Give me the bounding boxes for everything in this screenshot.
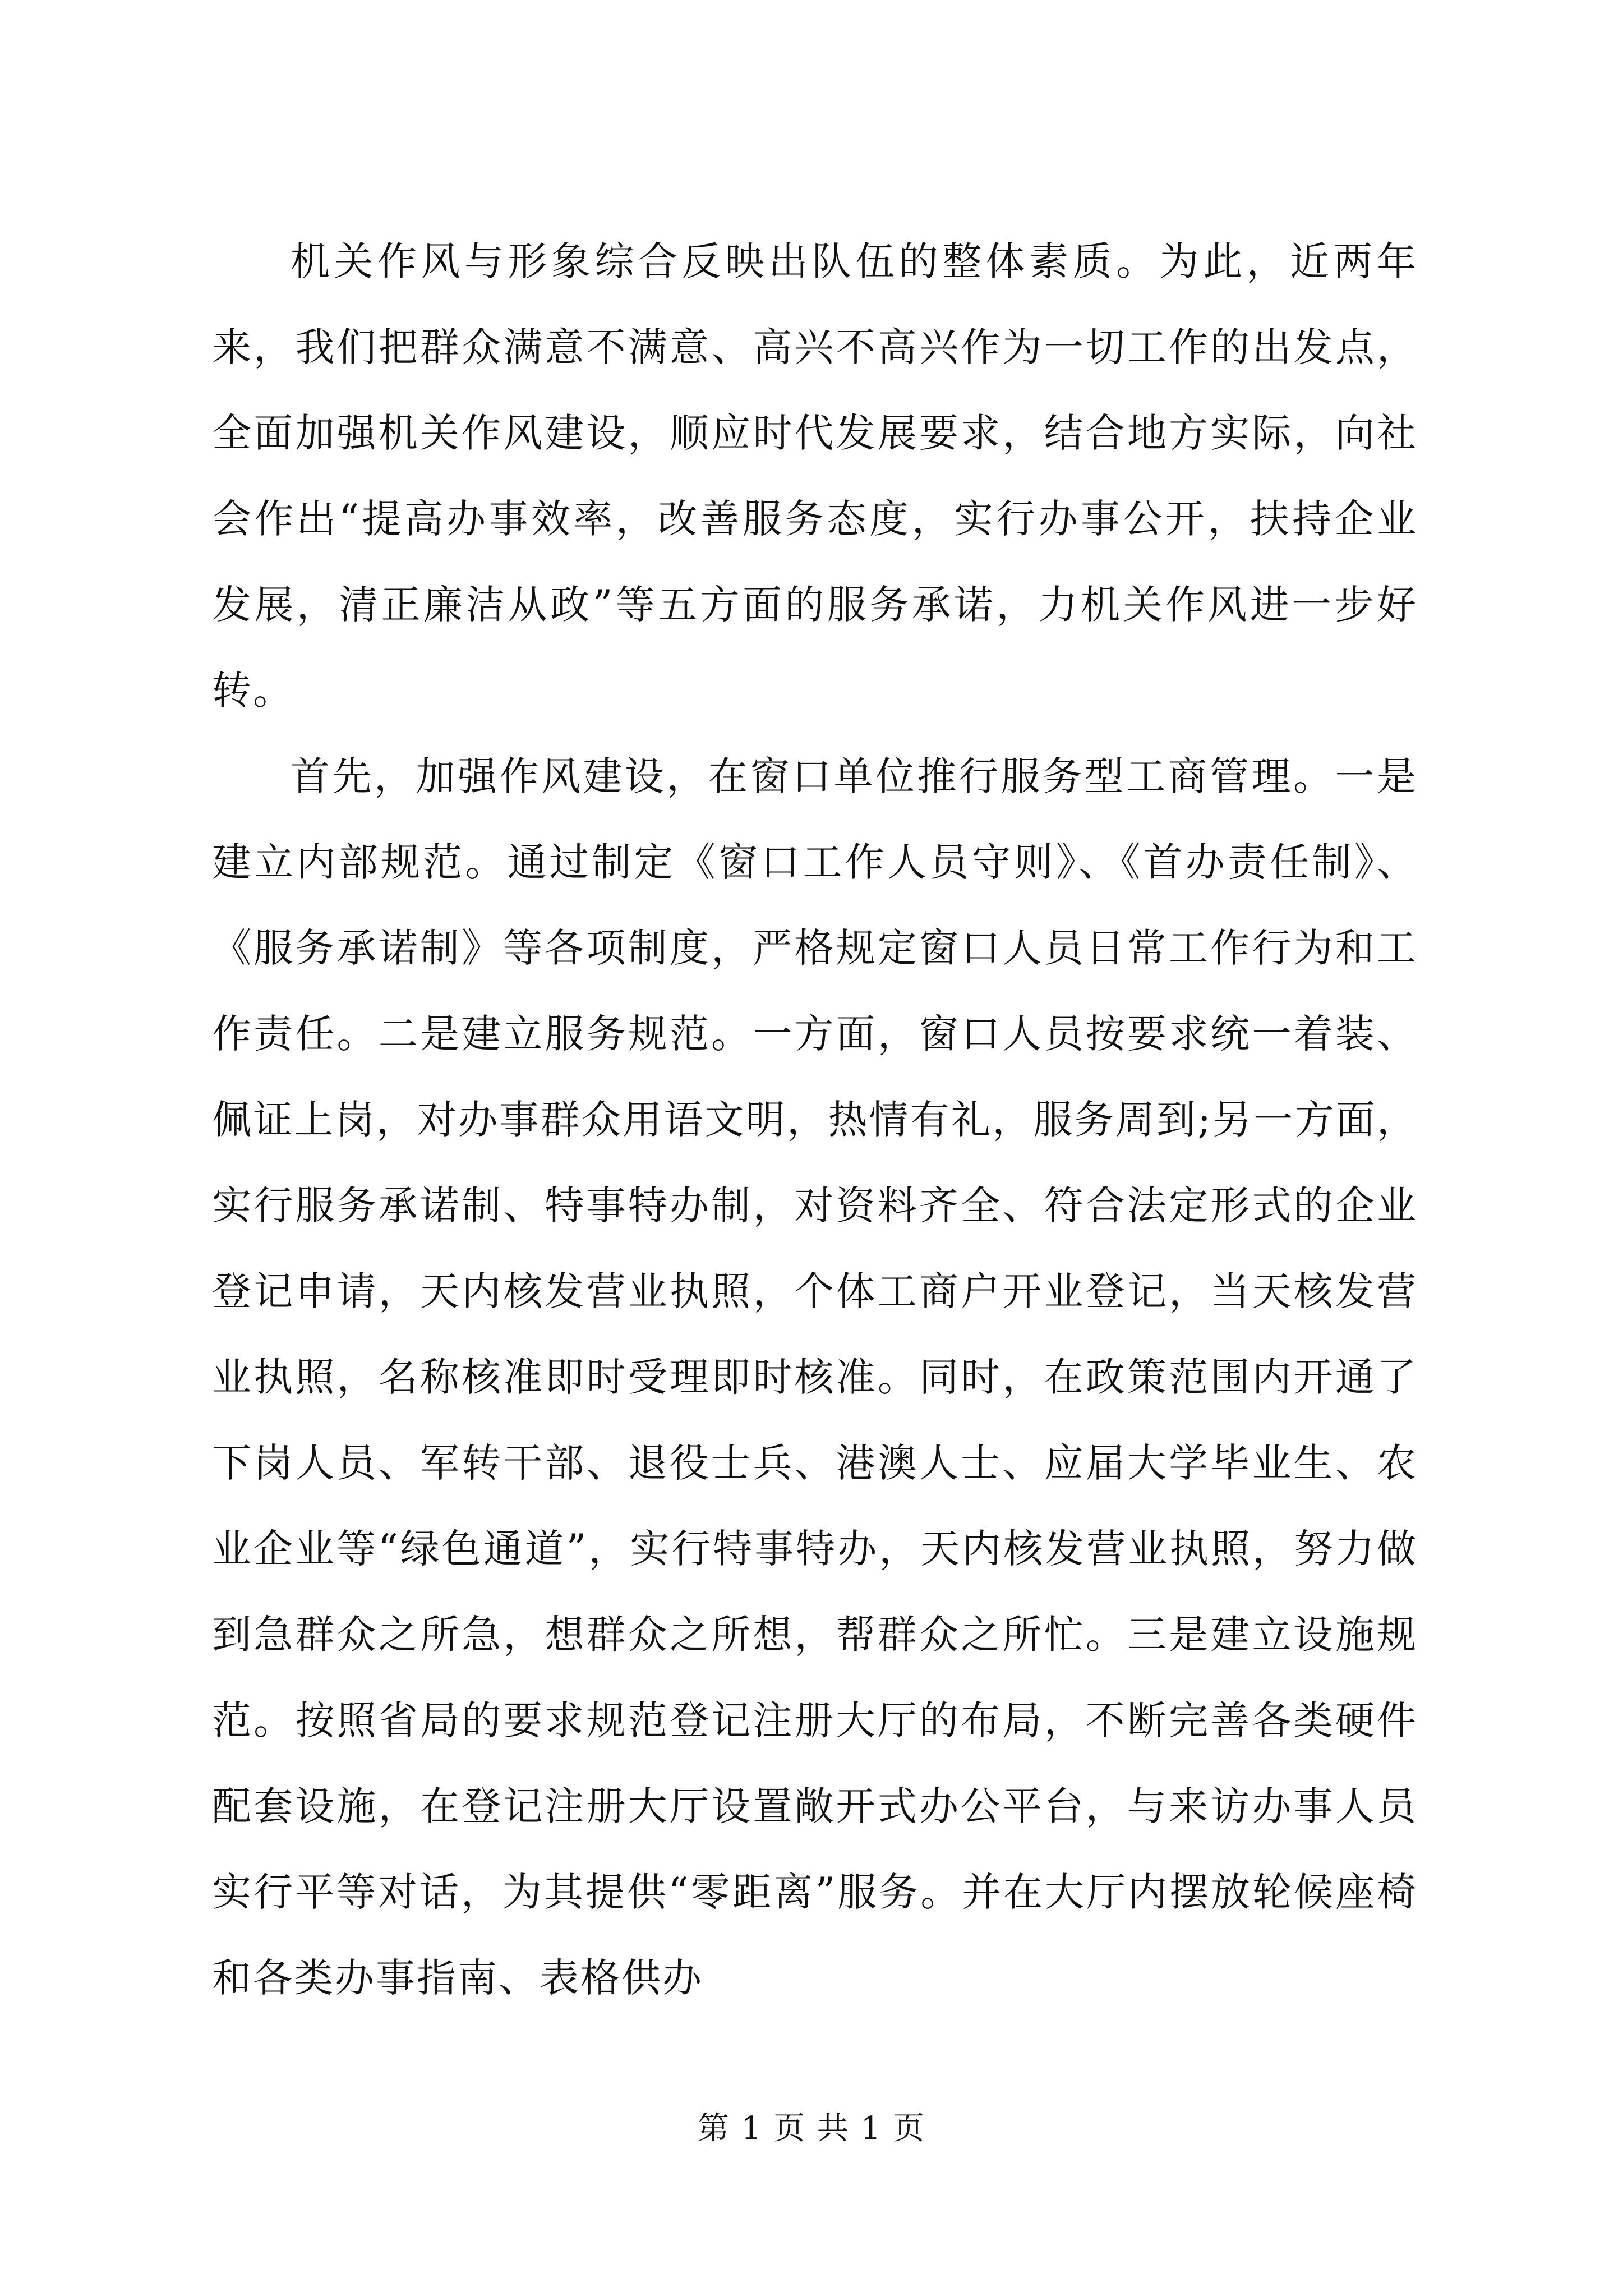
paragraph-1: 机关作风与形象综合反映出队伍的整体素质。为此，近两年来，我们把群众满意不满意、高兴不高兴作为一切工作的出发点，全面加强机关作风建设，顺应时代发展要求，结合地方实际，向社会作出“提高办事效率，改善服务态度，实行办事公开，扶持企业发展，清正廉洁从政”等五方面的服务承诺，力机关作风进一步好转。 [212, 238, 1418, 714]
page-number-footer: 第 1 页 共 1 页 [697, 2110, 926, 2147]
document-body [212, 219, 1418, 2021]
paragraph-2: 首先，加强作风建设，在窗口单位推行服务型工商管理。一是建立内部规范。通过制定《窗口工作人员守则》、《首办责任制》、《服务承诺制》等各项制度，严格规定窗口人员日常工作行为和工作责任。二是建立服务规范。一方面，窗口人员按要求统一着装、佩证上岗，对办事群众用语文明，热情有礼，服务周到;另一方面，实行服务承诺制、特事特办制，对资料齐全、符合法定形式的企业登记申请，天内核发营业执照，个体工商户开业登记，当天核发营业执照，名称核准即时受理即时核准。同时，在政策范围内开通了下岗人员、军转干部、退役士兵、港澳人士、应届大学毕业生、农业企业等“绿色通道”，实行特事特办，天内核发营业执照，努力做到急群众之所急，想群众之所想，帮群众之所忙。三是建立设施规范。按照省局的要求规范登记注册大厅的布局，不断完善各类硬件配套设施，在登记注册大厅设置敞开式办公平台，与来访办事人员实行平等对话，为其提供“零距离”服务。并在大厅内摆放轮候座椅和各类办事指南、表格供办 [212, 753, 1418, 2001]
